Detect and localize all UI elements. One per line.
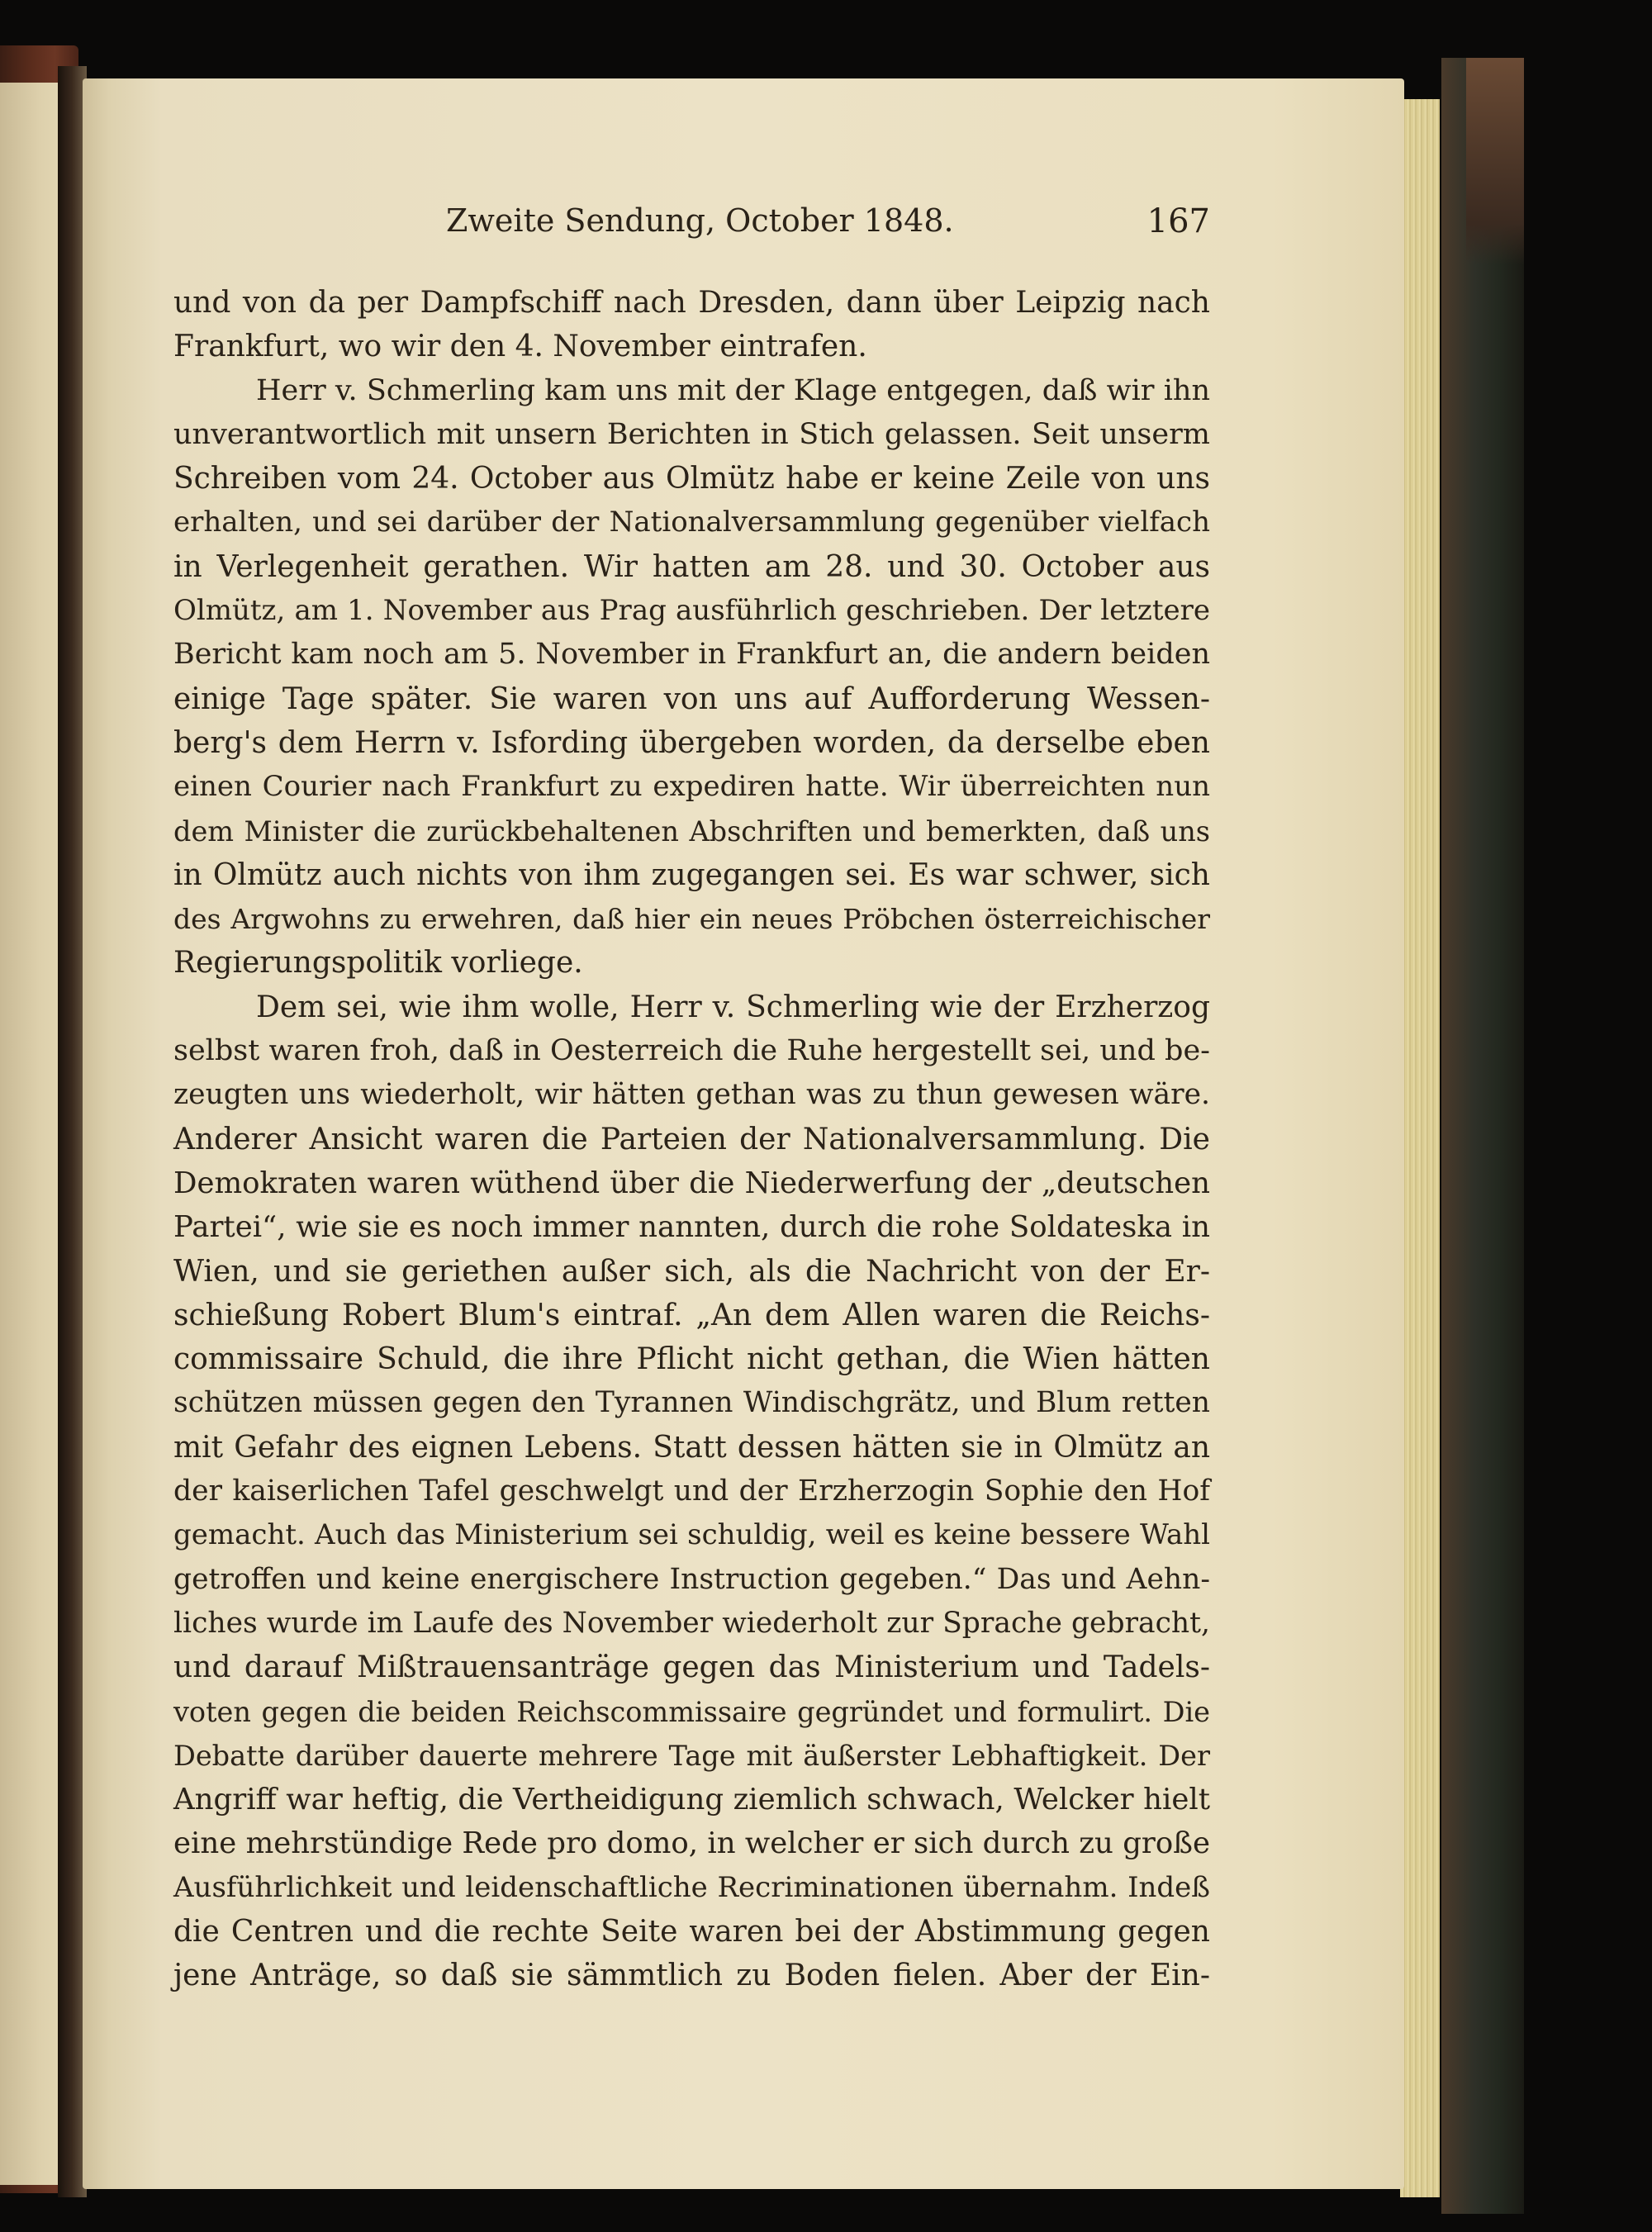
text-line: Partei“, wie sie es noch immer nannten, durch die rohe Soldateska in bbox=[173, 1210, 1210, 1245]
text-line: gemacht. Auch das Ministerium sei schuldig, weil es keine bessere Wahl bbox=[173, 1518, 1210, 1552]
text-line: Anderer Ansicht waren die Parteien der Nationalversammlung. Die bbox=[173, 1122, 1210, 1156]
text-line: Regierungspolitik vorliege. bbox=[173, 946, 583, 981]
left-page-edge bbox=[0, 83, 66, 2185]
text-line: eine mehrstündige Rede pro domo, in welcher er sich durch zu große bbox=[173, 1826, 1210, 1861]
text-line: die Centren und die rechte Seite waren bei der Abstimmung gegen bbox=[173, 1914, 1210, 1949]
text-line: jene Anträge, so daß sie sämmtlich zu Boden fielen. Aber der Ein- bbox=[173, 1959, 1210, 1993]
text-line: mit Gefahr des eignen Lebens. Statt dessen hätten sie in Olmütz an bbox=[173, 1430, 1210, 1465]
text-line: Schreiben vom 24. October aus Olmütz habe er keine Zeile von uns bbox=[173, 462, 1210, 496]
text-line: selbst waren froh, daß in Oesterreich die Ruhe hergestellt sei, und be- bbox=[173, 1034, 1210, 1068]
text-line: des Argwohns zu erwehren, daß hier ein neues Pröbchen österreichischer bbox=[173, 903, 1210, 936]
text-line: Wien, und sie geriethen außer sich, als die Nachricht von der Er- bbox=[173, 1254, 1210, 1289]
text-line: zeugten uns wiederholt, wir hätten gethan was zu thun gewesen wäre. bbox=[173, 1078, 1210, 1112]
text-line: unverantwortlich mit unsern Berichten in Stich gelassen. Seit unserm bbox=[173, 417, 1210, 451]
text-line: in Olmütz auch nichts von ihm zugegangen sei. Es war schwer, sich bbox=[173, 857, 1210, 892]
text-line: einige Tage später. Sie waren von uns auf Aufforderung Wessen- bbox=[173, 681, 1210, 716]
page-edges bbox=[1400, 99, 1440, 2197]
back-cover bbox=[1441, 58, 1524, 2214]
text-line: dem Minister die zurückbehaltenen Abschriften und bemerkten, daß uns bbox=[173, 814, 1210, 848]
text-line: erhalten, und sei darüber der Nationalversammlung gegenüber vielfach bbox=[173, 506, 1210, 539]
text-line: schießung Robert Blum's eintraf. „An dem Allen waren die Reichs- bbox=[173, 1298, 1210, 1332]
text-line: Herr v. Schmerling kam uns mit der Klage entgegen, daß wir ihn bbox=[256, 373, 1210, 407]
text-line: Frankfurt, wo wir den 4. November eintrafen. bbox=[173, 330, 867, 364]
cover-wear bbox=[1466, 58, 1524, 264]
text-line: getroffen und keine energischere Instruction gegeben.“ Das und Aehn- bbox=[173, 1562, 1210, 1596]
running-title: Zweite Sendung, October 1848. bbox=[446, 202, 954, 239]
text-line: voten gegen die beiden Reichscommissaire gegründet und formulirt. Die bbox=[173, 1695, 1210, 1728]
text-line: berg's dem Herrn v. Isfording übergeben worden, da derselbe eben bbox=[173, 725, 1210, 760]
text-line: in Verlegenheit gerathen. Wir hatten am 28. und 30. October aus bbox=[173, 549, 1210, 584]
text-line: der kaiserlichen Tafel geschwelgt und der Erzherzogin Sophie den Hof bbox=[173, 1475, 1210, 1508]
body-text bbox=[173, 281, 1210, 1998]
text-line: einen Courier nach Frankfurt zu expediren hatte. Wir überreichten nun bbox=[173, 770, 1210, 804]
text-line: liches wurde im Laufe des November wiederholt zur Sprache gebracht, bbox=[173, 1606, 1210, 1640]
text-line: und von da per Dampfschiff nach Dresden, dann über Leipzig nach bbox=[173, 286, 1210, 320]
page-header bbox=[173, 202, 1210, 252]
text-line: Dem sei, wie ihm wolle, Herr v. Schmerling wie der Erzherzog bbox=[256, 990, 1210, 1024]
text-line: und darauf Mißtrauensanträge gegen das Ministerium und Tadels- bbox=[173, 1650, 1210, 1685]
text-line: Bericht kam noch am 5. November in Frankfurt an, die andern beiden bbox=[173, 638, 1210, 672]
text-line: Angriff war heftig, die Vertheidigung ziemlich schwach, Welcker hielt bbox=[173, 1783, 1210, 1817]
text-line: Demokraten waren wüthend über die Niederwerfung der „deutschen bbox=[173, 1166, 1210, 1200]
text-line: Ausführlichkeit und leidenschaftliche Recriminationen übernahm. Indeß bbox=[173, 1870, 1210, 1904]
text-line: Olmütz, am 1. November aus Prag ausführlich geschrieben. Der letztere bbox=[173, 594, 1210, 628]
text-line: Debatte darüber dauerte mehrere Tage mit äußerster Lebhaftigkeit. Der bbox=[173, 1739, 1210, 1772]
page-number: 167 bbox=[1146, 202, 1210, 240]
text-line: schützen müssen gegen den Tyrannen Windischgrätz, und Blum retten bbox=[173, 1386, 1210, 1420]
text-line: commissaire Schuld, die ihre Pflicht nicht gethan, die Wien hätten bbox=[173, 1342, 1210, 1377]
